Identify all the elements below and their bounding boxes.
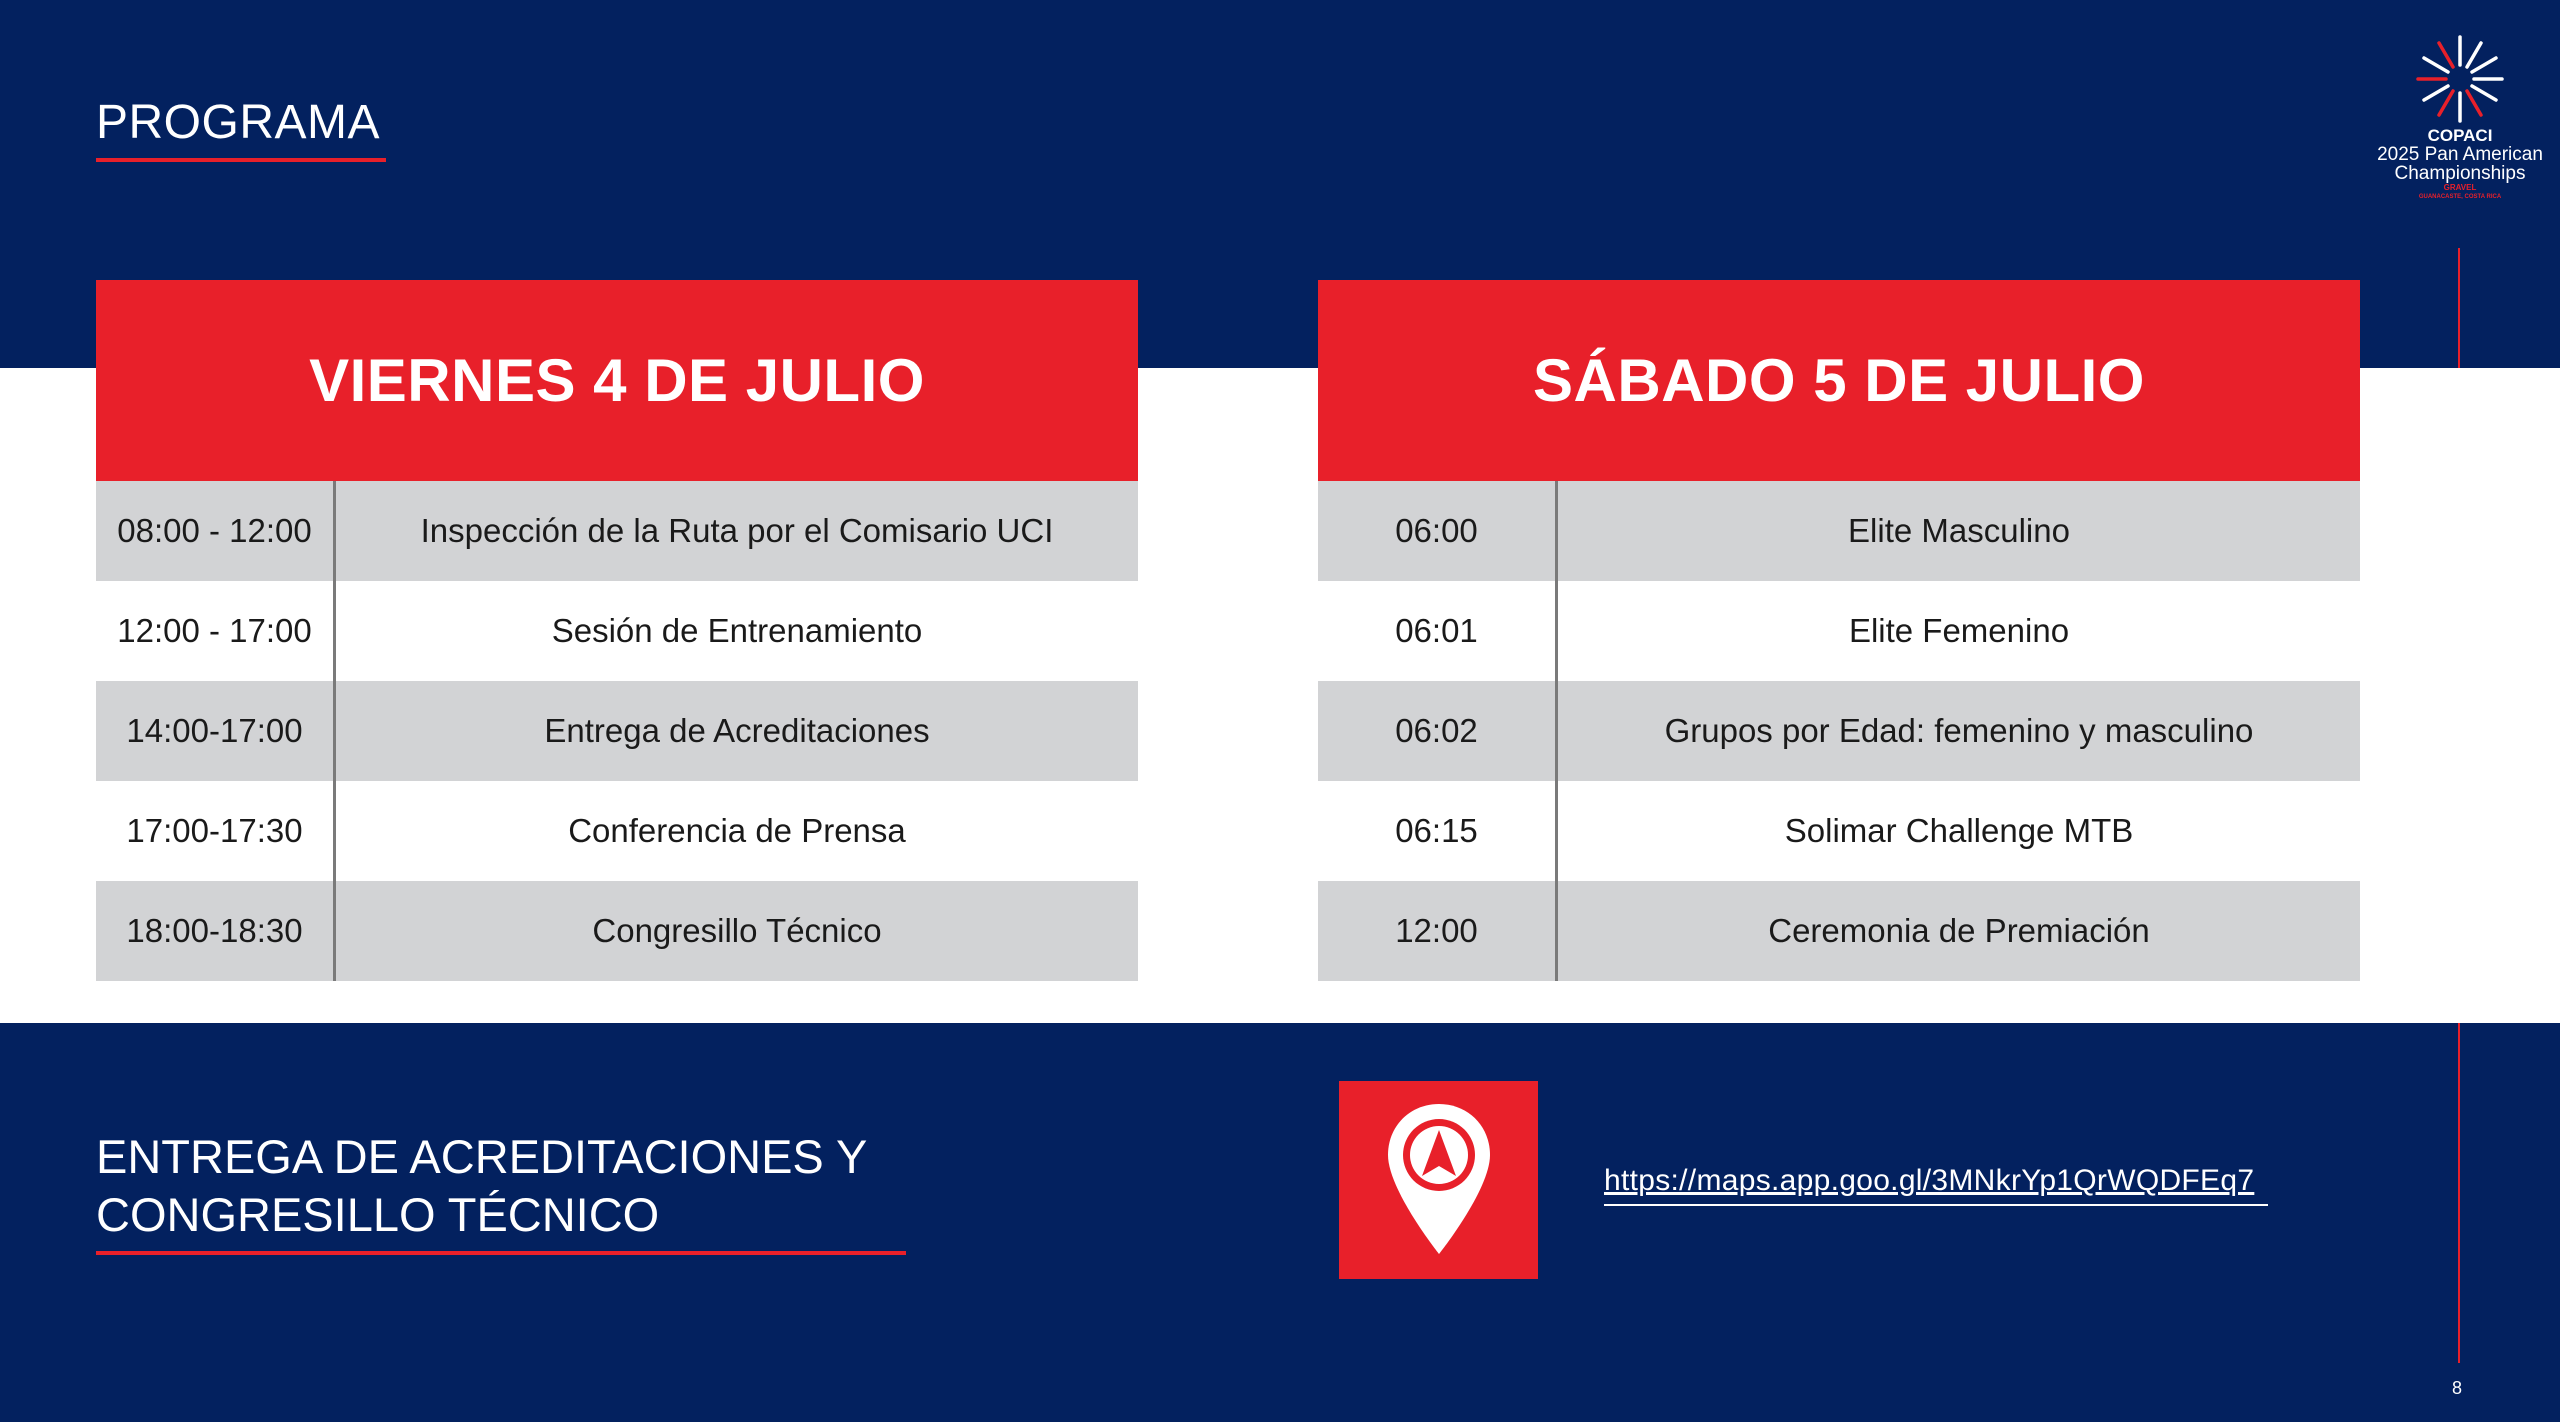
time-cell: 06:01	[1318, 581, 1558, 681]
table-row	[1318, 681, 2360, 781]
logo-event-line1: 2025 Pan American	[2377, 144, 2543, 165]
day-header: SÁBADO 5 DE JULIO	[1318, 280, 2360, 481]
event-cell: Inspección de la Ruta por el Comisario UCI	[420, 512, 1054, 549]
event-cell: Solimar Challenge MTB	[1784, 812, 2134, 849]
event-cell: Grupos por Edad: femenino y masculino	[1664, 712, 2254, 749]
day-header: VIERNES 4 DE JULIO	[96, 280, 1138, 481]
event-logo	[2375, 34, 2545, 210]
schedule-table-saturday	[1318, 280, 2360, 981]
map-link-box[interactable]	[1339, 1081, 1538, 1279]
event-cell: Congresillo Técnico	[592, 912, 882, 949]
page-title-underline	[96, 158, 386, 162]
table-row	[1318, 781, 2360, 881]
logo-discipline: GRAVEL	[2443, 183, 2477, 192]
time-cell: 08:00 - 12:00	[96, 481, 336, 581]
section-title-line2: CONGRESILLO TÉCNICO	[96, 1188, 660, 1241]
time-cell: 14:00-17:00	[96, 681, 336, 781]
accreditation-section-title	[96, 1128, 996, 1244]
logo-location: GUANACASTE, COSTA RICA	[2418, 194, 2502, 200]
page-number: 8	[2452, 1378, 2463, 1398]
time-cell: 17:00-17:30	[96, 781, 336, 881]
map-pin-icon	[1384, 1100, 1494, 1260]
logo-org: COPACI	[2427, 126, 2493, 145]
time-cell: 12:00	[1318, 881, 1558, 981]
table-row	[96, 581, 1138, 681]
event-cell: Elite Masculino	[1848, 512, 2070, 549]
event-cell: Entrega de Acreditaciones	[544, 712, 930, 749]
decorative-vertical-line	[2458, 248, 2460, 368]
time-cell: 12:00 - 17:00	[96, 581, 336, 681]
table-row	[1318, 481, 2360, 581]
table-row	[1318, 881, 2360, 981]
time-cell: 06:02	[1318, 681, 1558, 781]
table-row	[96, 681, 1138, 781]
event-cell: Conferencia de Prensa	[568, 812, 906, 849]
page-title: PROGRAMA	[96, 96, 381, 149]
table-row	[96, 881, 1138, 981]
section-title-underline	[96, 1251, 906, 1255]
table-row	[96, 481, 1138, 581]
decorative-vertical-line	[2458, 1023, 2460, 1363]
starburst-logo-icon	[2415, 34, 2505, 124]
schedule-table-friday	[96, 280, 1138, 981]
event-cell: Elite Femenino	[1848, 612, 2070, 649]
section-title-line1: ENTREGA DE ACREDITACIONES Y	[96, 1130, 868, 1183]
time-cell: 06:00	[1318, 481, 1558, 581]
map-url-link[interactable]: https://maps.app.goo.gl/3MNkrYp1QrWQDFEq7	[1604, 1164, 2268, 1206]
table-row	[1318, 581, 2360, 681]
event-cell: Ceremonia de Premiación	[1768, 912, 2150, 949]
time-cell: 06:15	[1318, 781, 1558, 881]
time-cell: 18:00-18:30	[96, 881, 336, 981]
event-cell: Sesión de Entrenamiento	[551, 612, 923, 649]
table-row	[96, 781, 1138, 881]
logo-event-line2: Championships	[2394, 163, 2526, 184]
